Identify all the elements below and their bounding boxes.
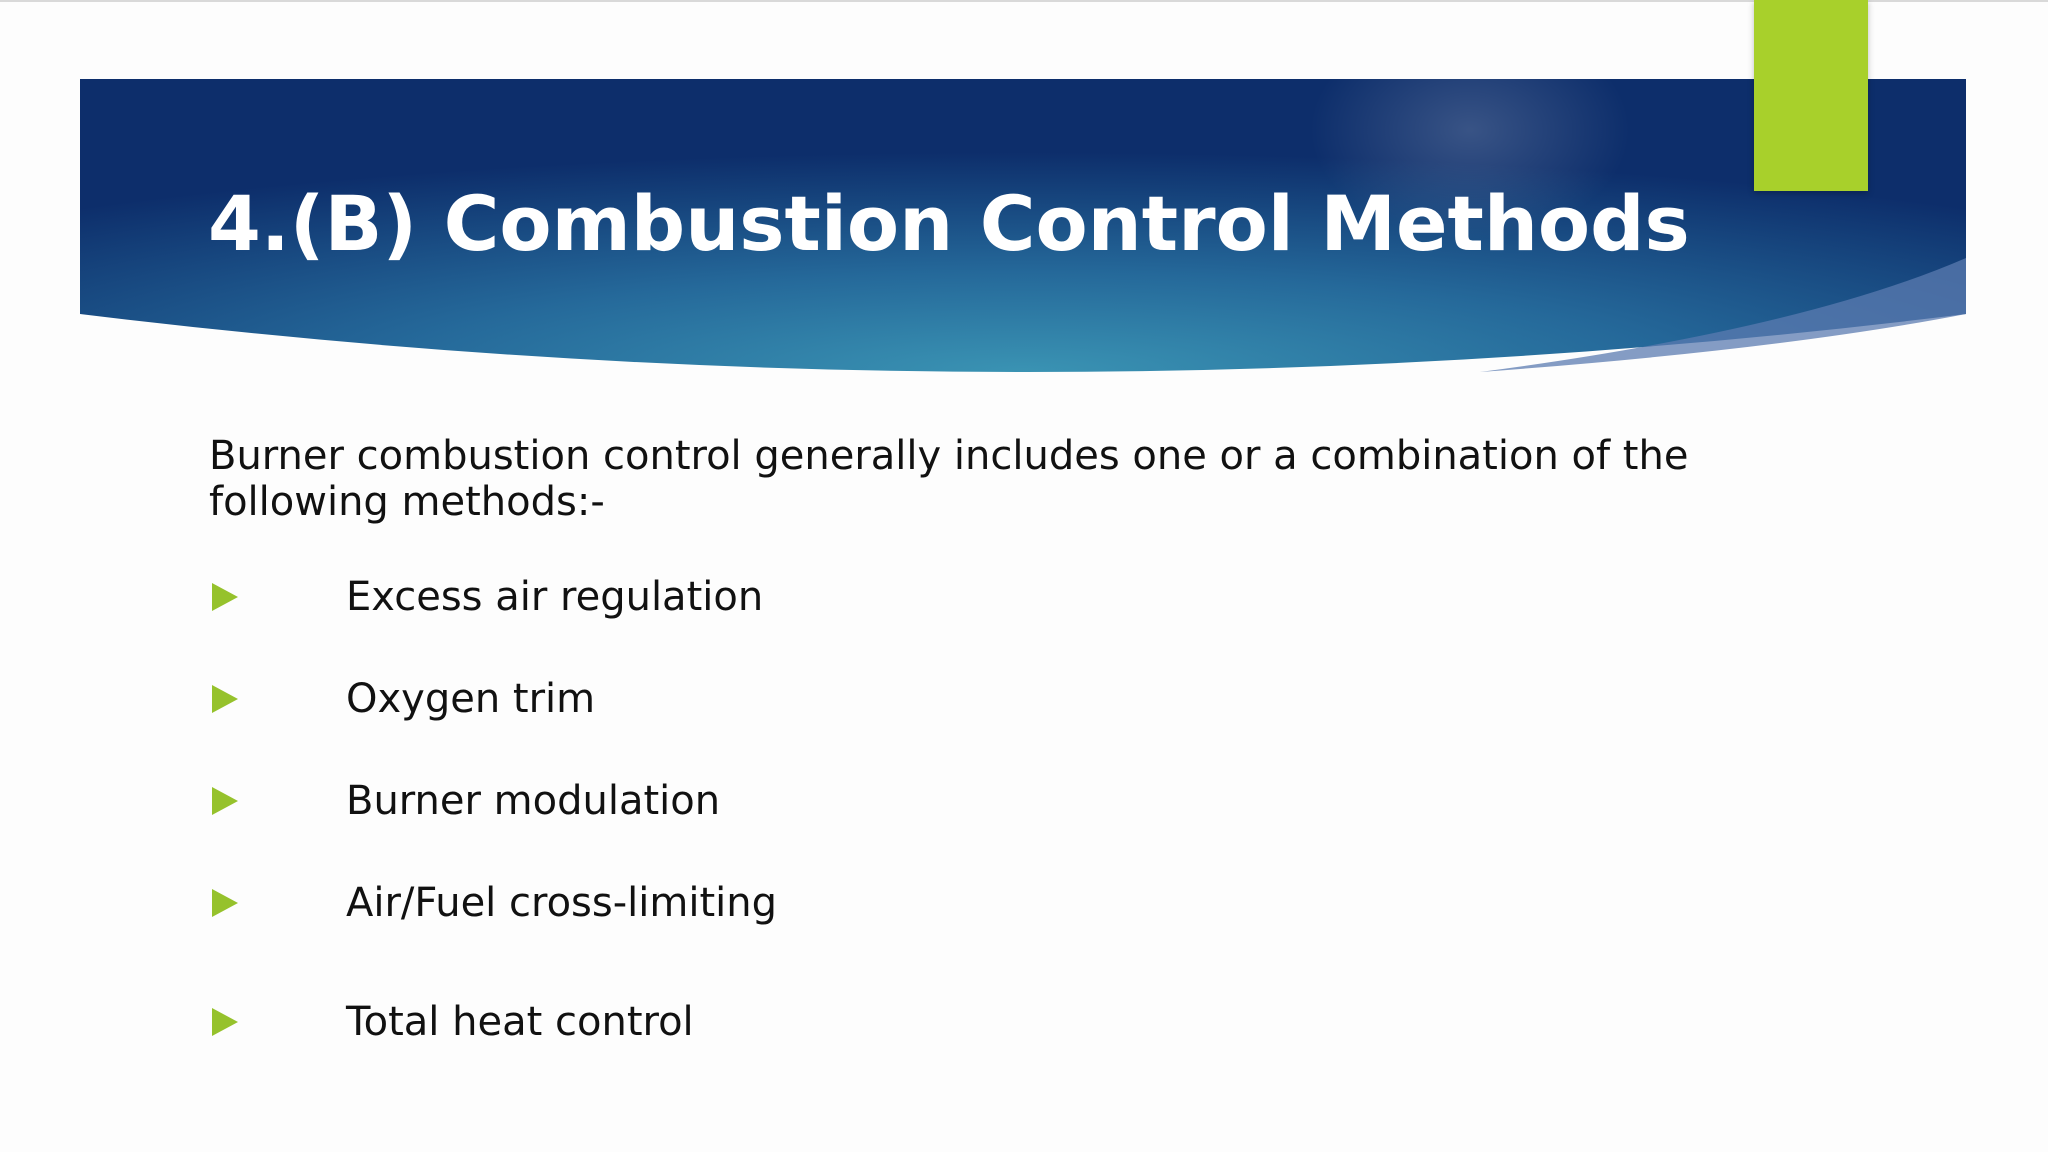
list-item <box>210 567 1110 627</box>
list-item <box>210 873 1110 933</box>
slide-title: 4.(B) Combustion Control Methods <box>208 179 1690 268</box>
triangle-right-icon <box>212 889 238 917</box>
list-item-label: Air/Fuel cross-limiting <box>346 880 777 926</box>
list-item <box>210 992 1110 1052</box>
list-item-label: Oxygen trim <box>346 676 596 722</box>
triangle-right-icon <box>212 685 238 713</box>
accent-tab <box>1754 0 1868 191</box>
list-item <box>210 669 1110 729</box>
list-item-label: Excess air regulation <box>346 574 764 620</box>
triangle-right-icon <box>212 1008 238 1036</box>
intro-text: Burner combustion control generally includes one or a combination of the following methods:- <box>209 433 1689 525</box>
list-item <box>210 771 1110 831</box>
list-item-label: Total heat control <box>346 999 694 1045</box>
triangle-right-icon <box>212 787 238 815</box>
triangle-right-icon <box>212 583 238 611</box>
list-item-label: Burner modulation <box>346 778 721 824</box>
